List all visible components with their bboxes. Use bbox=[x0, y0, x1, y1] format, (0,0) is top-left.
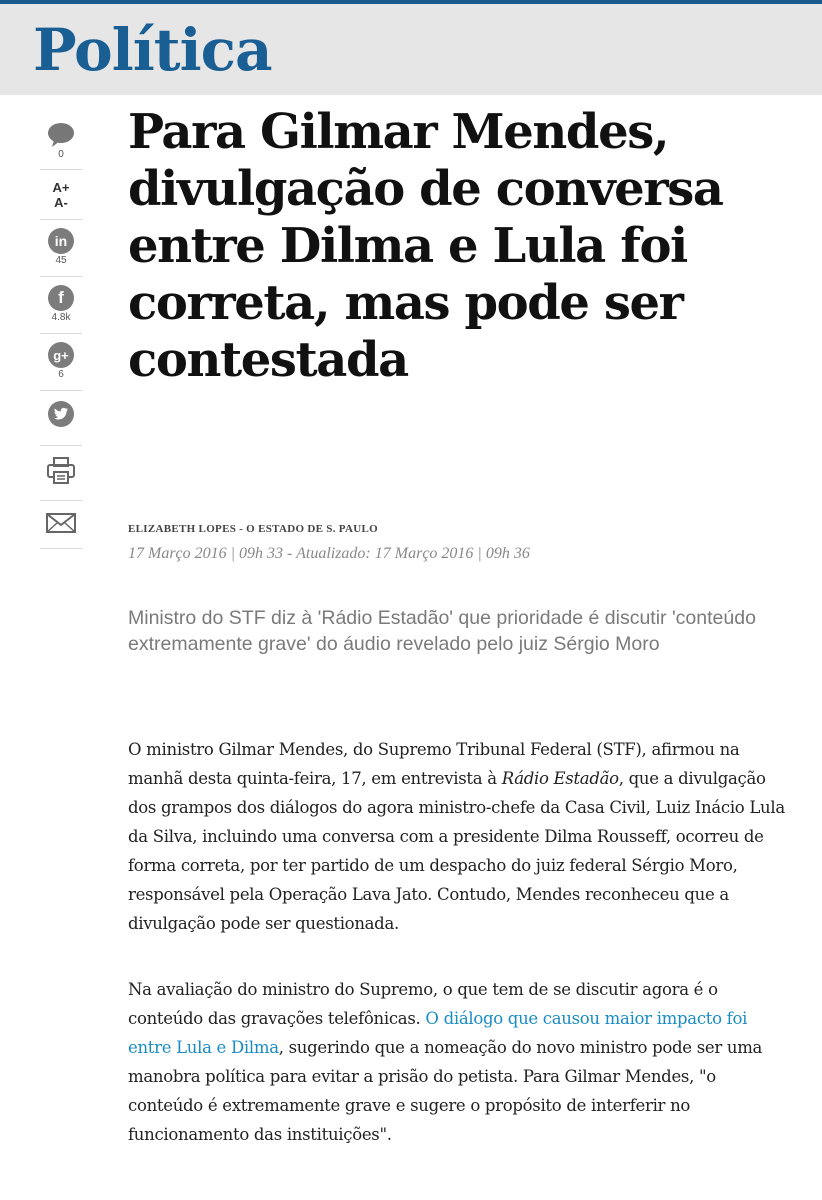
google-plus-share-button[interactable] bbox=[40, 334, 82, 391]
facebook-count: 4.8k bbox=[51, 312, 71, 323]
facebook-icon: f bbox=[48, 285, 74, 311]
linkedin-share-button[interactable] bbox=[40, 220, 82, 277]
facebook-share-button[interactable] bbox=[40, 277, 82, 334]
google-plus-icon: g+ bbox=[48, 342, 74, 368]
printer-icon bbox=[46, 456, 76, 486]
envelope-icon bbox=[45, 511, 77, 535]
email-share-button[interactable] bbox=[40, 501, 82, 549]
article-byline: ELIZABETH LOPES - O ESTADO DE S. PAULO bbox=[128, 523, 378, 535]
paragraph-text: O ministro Gilmar Mendes, do Supremo Tribunal Federal (STF), afirmou na manhã desta quinta-feira, 17, em entrevista à bbox=[128, 740, 740, 788]
article-paragraph-1 bbox=[128, 735, 788, 938]
paragraph-text: Na avaliação do ministro do Supremo, o que tem de se discutir agora é o conteúdo das gravações telefônicas. bbox=[128, 980, 718, 1028]
radio-estadao-emphasis: Rádio Estadão bbox=[501, 769, 619, 788]
paragraph-text: , que a divulgação dos grampos dos diálogos do agora ministro-chefe da Casa Civil, Luiz Inácio Lula da Silva, incluindo uma conversa com a presidente Dilma Rousseff, ocorreu de forma correta, por ter partido de um despacho do juiz federal Sérgio Moro, responsável pela Operação Lava Jato. Contudo, Mendes reconheceu que a divulgação pode ser questionada. bbox=[128, 769, 785, 933]
paragraph-text: , sugerindo que a nomeação do novo ministro pode ser uma manobra política para evitar a prisão do petista. Para Gilmar Mendes, "o conteúdo é extremamente grave e sugere o propósito de interferir no funcionamento das instituições". bbox=[128, 1038, 763, 1144]
article-headline: Para Gilmar Mendes, divulgação de conversa entre Dilma e Lula foi correta, mas pode ser contestada bbox=[128, 104, 723, 388]
linkedin-icon: in bbox=[48, 228, 74, 254]
section-header bbox=[0, 4, 822, 95]
font-size-controls bbox=[40, 170, 82, 220]
comments-count: 0 bbox=[58, 149, 64, 160]
linkedin-count: 45 bbox=[55, 255, 67, 266]
font-decrease-button[interactable]: A- bbox=[54, 194, 68, 210]
print-button[interactable] bbox=[40, 446, 82, 501]
comment-icon bbox=[47, 122, 75, 148]
twitter-bird-glyph bbox=[53, 407, 69, 421]
article-subtitle: Ministro do STF diz à 'Rádio Estadão' que prioridade é discutir 'conteúdo extremamente grave' do áudio revelado pelo juiz Sérgio Moro bbox=[128, 607, 756, 655]
font-increase-button[interactable]: A+ bbox=[52, 179, 70, 195]
section-title[interactable]: Política bbox=[33, 16, 272, 84]
article-paragraph-2 bbox=[128, 975, 788, 1149]
google-plus-count: 6 bbox=[58, 369, 64, 380]
comments-button[interactable] bbox=[40, 118, 82, 170]
related-article-link[interactable]: O diálogo que causou maior impacto foi entre Lula e Dilma bbox=[128, 1009, 748, 1057]
article-dateline: 17 Março 2016 | 09h 33 - Atualizado: 17 Março 2016 | 09h 36 bbox=[128, 545, 530, 562]
twitter-icon bbox=[48, 401, 74, 427]
twitter-share-button[interactable] bbox=[40, 391, 82, 446]
share-rail bbox=[40, 118, 82, 549]
